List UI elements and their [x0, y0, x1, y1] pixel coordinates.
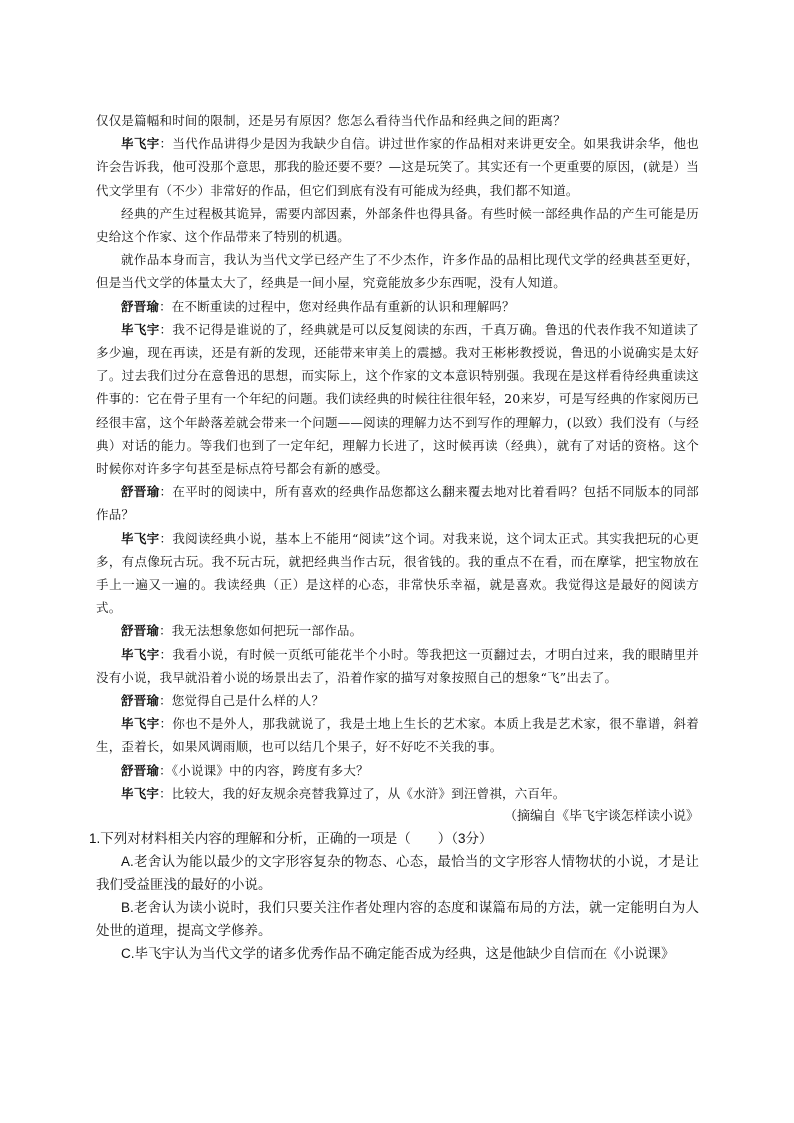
paragraph-text: ：当代作品讲得少是因为我缺少自信。讲过世作家的作品相对来讲更安全。如果我讲余华，他也许会告诉我，他可没那个意思，那我的脸还要不要？—这是玩笑了。其实还有一个更重要的原因，(就是）当代文学里有（不少）非常好的作品，但它们到底有没有可能成为经典，我们都不知道。 [96, 136, 699, 198]
speaker-name: 舒晋瑜 [121, 762, 160, 778]
speaker-name: 舒晋瑜 [121, 298, 160, 314]
paragraph [96, 202, 699, 248]
paragraph-text: ：在不断重读的过程中，您对经典作品有重新的认识和理解吗？ [159, 298, 515, 314]
document-page [89, 109, 699, 965]
paragraph-text: ：比较大，我的好友规余亮替我算过了，从《水浒》到汪曾祺，六百年。 [159, 785, 566, 801]
question-block [89, 827, 699, 965]
paragraph [96, 712, 699, 758]
paragraph-text: 就作品本身而言，我认为当代文学已经产生了不少杰作，许多作品的品相比现代文学的经典甚至更好，但是当代文学的体量太大了，经典是一间小屋，究竟能放多少东西呢，没有人知道。 [96, 252, 699, 291]
speaker-name: 毕飞宇 [121, 646, 160, 662]
speaker-name: 舒晋瑜 [121, 484, 160, 500]
paragraph [96, 480, 699, 526]
paragraph-text: 仅仅是篇幅和时间的限制，还是另有原因？您怎么看待当代作品和经典之间的距离？ [96, 113, 566, 128]
paragraph [96, 318, 699, 480]
paragraph [96, 782, 699, 805]
speaker-name: 毕飞宇 [121, 716, 160, 732]
paragraph [96, 619, 699, 642]
paragraph [96, 689, 699, 712]
paragraph [96, 109, 699, 132]
speaker-name: 毕飞宇 [121, 530, 160, 546]
option-b: B.老舍认为读小说时，我们只要关注作者处理内容的态度和谋篇布局的方法，就一定能明白为人处世的道理，提高文学修养。 [96, 900, 699, 939]
source-citation: （摘编自《毕飞宇谈怎样读小说》 [503, 808, 699, 824]
question-stem: 1.下列对材料相关内容的理解和分析，正确的一项是（ ）（3分） [89, 831, 493, 847]
paragraph [96, 248, 699, 294]
option-a: A.老舍认为能以最少的文字形容复杂的物态、心态，最恰当的文字形容人情物状的小说，才是让我们受益匪浅的最好的小说。 [96, 854, 699, 893]
paragraph [96, 643, 699, 689]
interview-text [96, 109, 699, 805]
speaker-name: 毕飞宇 [121, 136, 160, 152]
paragraph-text: ：《小说课》中的内容，跨度有多大？ [159, 762, 369, 778]
option-c: C.毕飞宇认为当代文学的诸多优秀作品不确定能否成为经典，这是他缺少自信而在《小说课》 [121, 946, 675, 962]
paragraph-text: ：我看小说，有时候一页纸可能花半个小时。等我把这一页翻过去，才明白过来，我的眼睛里并没有小说，我早就沿着小说的场景出去了，沿着作家的描写对象按照自己的想象“飞”出去了。 [96, 646, 699, 685]
speaker-name: 舒晋瑜 [121, 623, 160, 639]
paragraph-text: ：你也不是外人，那我就说了，我是土地上生长的艺术家。本质上我是艺术家，很不靠谱，斜着生，歪着长，如果风调雨顺，也可以结几个果子，好不好吃不关我的事。 [96, 716, 699, 755]
paragraph-text: ：在平时的阅读中，所有喜欢的经典作品您都这么翻来覆去地对比着看吗？包括不同版本的同部作品？ [96, 484, 699, 523]
speaker-name: 舒晋瑜 [121, 693, 160, 709]
paragraph [96, 132, 699, 202]
paragraph-text: ：我无法想象您如何把玩一部作品。 [159, 623, 363, 639]
paragraph [96, 759, 699, 782]
paragraph [96, 527, 699, 620]
paragraph-text: 经典的产生过程极其诡异，需要内部因素，外部条件也得具备。有些时候一部经典作品的产生可能是历史给这个作家、这个作品带来了特别的机遇。 [96, 205, 699, 245]
paragraph [96, 295, 699, 318]
speaker-name: 毕飞宇 [121, 321, 160, 337]
speaker-name: 毕飞宇 [121, 785, 160, 801]
paragraph-text: ：您觉得自己是什么样的人？ [159, 693, 325, 709]
paragraph-text: ：我不记得是谁说的了，经典就是可以反复阅读的东西，千真万确。鲁迅的代表作我不知道读了多少遍，现在再读，还是有新的发现，还能带来审美上的震撼。我对王彬彬教授说，鲁迅的小说确实是太好了。过去我们过分在意鲁迅的思想，而实际上，这个作家的文本意识特别强。我现在是这样看待经典重读这件事的：它在骨子里有一个年纪的问题。我们读经典的时候往往很年轻，20来岁，可是写经典的作家阅历已经很丰富，这个年龄落差就会带来一个问题——阅读的理解力达不到写作的理解力，(以致）我们没有（与经典）对话的能力。等我们也到了一定年纪，理解力长进了，这时候再读（经典），就有了对话的资格。这个时候你对许多字句甚至是标点符号都会有新的感受。 [96, 321, 699, 477]
paragraph-text: ：我阅读经典小说，基本上不能用“阅读”这个词。对我来说，这个词太正式。其实我把玩的心更多，有点像玩古玩。我不玩古玩，就把经典当作古玩，很省钱的。我的重点不在看，而在摩挲，把宝物放在手上一遍又一遍的。我读经典（正）是这样的心态，非常快乐幸福，就是喜欢。我觉得这是最好的阅读方式。 [96, 530, 699, 616]
